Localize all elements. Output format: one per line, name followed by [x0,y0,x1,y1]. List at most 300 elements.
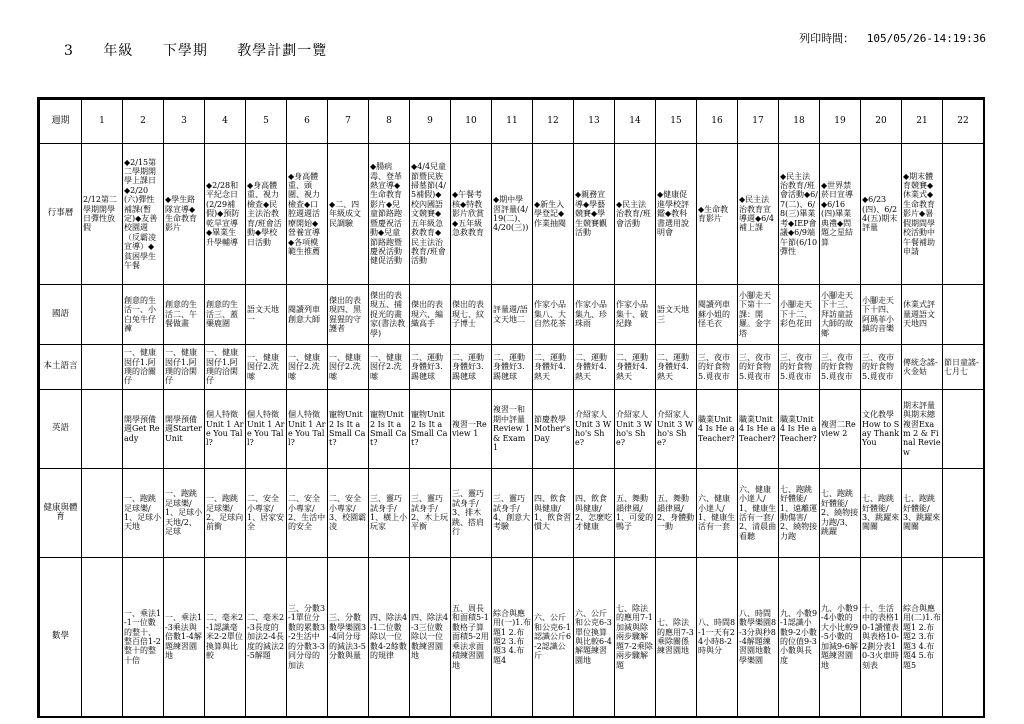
table-cell [902,558,943,717]
cell-text: 三、靈巧試身手/3、排木跳、搭肩行 [452,489,484,537]
table-cell [615,558,656,717]
table-row-event [40,144,984,285]
table-cell [410,345,451,390]
table-cell [820,390,861,469]
table-cell [205,390,246,469]
cell-text: 評量週/語文天地二 [493,305,528,324]
cell-text: 小腳走天下十三、拜訪童話大師的故鄉 [821,290,853,338]
cell-text: 三、夜市的好食物5.覓夜市 [698,352,730,381]
week-number: 17 [738,100,779,144]
cell-text: 三、分數3-1單位分數的累數3-2生活中的分數3-3同分母的加法 [288,604,326,670]
table-row-chinese [40,285,984,345]
cell-text: ◆6/23(四)、6/24(五)期末評量 [862,195,898,233]
cell-text: 語文天地三 [657,305,689,324]
cell-text: 二、運動身體好4.熱天 [616,352,648,381]
grade-unit: 年級 [103,43,134,59]
table-cell [164,285,205,345]
cell-text: 五、舞動韻律風/1、可愛的鴨子 [616,494,654,532]
page-header [64,40,351,60]
table-cell [533,469,574,558]
table-cell [123,345,164,390]
table-cell [82,469,123,558]
table-cell [779,285,820,345]
table-cell [246,558,287,717]
cell-text: 七、除法的應用7-3乘除關係練習園地 [657,618,694,656]
table-cell [533,345,574,390]
table-cell [410,558,451,717]
table-cell [779,345,820,390]
cell-text: ◆期中學習評量(4/19(二)、4/20(三)) [493,195,529,233]
table-cell [492,285,533,345]
table-cell [656,144,697,285]
table-cell [902,469,943,558]
table-cell [287,144,328,285]
cell-text: 作家小品集十、破紀錄 [616,300,648,329]
cell-text: 傑出的表現七、紋子博士 [452,300,484,329]
cell-text: 一、健康囡仔2.洗嗦 [329,352,361,381]
table-cell [861,558,902,717]
table-cell [164,144,205,285]
cell-text: ◆午餐考核◆特教影片欣賞◆五年級急救教育 [452,190,484,238]
table-cell [492,345,533,390]
table-cell [738,469,779,558]
table-cell [656,285,697,345]
table-row-health [40,469,984,558]
cell-text: ◆2/28和平紀念日(2/29補假)◆預防乾旱宣導◆畢業生升學輔導 [206,181,240,247]
table-row-math [40,558,984,717]
table-cell [246,144,287,285]
cell-text: 三、夜市的好食物5.覓夜市 [739,352,771,381]
week-header-row [40,100,984,144]
cell-text: 二、安全小專家/2、生活中的安全 [288,494,326,532]
table-cell [574,469,615,558]
row-label-health: 健康與體育 [40,469,82,558]
cell-text: 七、跑跳好體能/2、繞物接力跑/3、跳躍 [821,489,859,537]
table-cell [410,390,451,469]
cell-text: 複習一Review 1 [452,419,487,438]
table-cell [369,345,410,390]
cell-text: 傑出的表現六、編織高手 [411,300,443,329]
cell-text: 二、運動身體好3.踢毽球 [493,352,525,381]
cell-text: 二、運動身體好3.踢毽球 [452,352,484,381]
table-cell [246,345,287,390]
week-number: 6 [287,100,328,144]
table-cell [451,469,492,558]
cell-text: 六、公斤和公克6-1認識公斤6-2認識公斤 [534,613,572,661]
week-number: 18 [779,100,820,144]
table-cell [410,285,451,345]
week-number: 11 [492,100,533,144]
cell-text: 三、靈巧試身手/2、木上玩平衡 [411,494,449,532]
table-cell [943,345,984,390]
table-cell [164,469,205,558]
cell-text: ◆身高體重、視力檢查◆民主法治教育/班會活動◆學校日活動 [247,181,282,247]
cell-text: 三、分數數學樂園3-4同分母的減法3-5分數與量 [329,613,367,661]
table-cell [205,285,246,345]
table-cell [656,390,697,469]
table-cell [451,345,492,390]
cell-text: 一、健康囡仔1.阿璞的洽閑仔 [206,348,238,386]
table-cell [492,558,533,717]
cell-text: 期末評量與期末總複習Exam 2 & Final Review [903,400,941,457]
cell-text: ◆2/15第二學期開學上課日◆2/20(六)彈性補課(暫定)◆友善校園週（反霸凌宣導）◆貧困學生午餐 [124,157,158,271]
table-cell [328,390,369,469]
table-cell [574,144,615,285]
table-cell [246,390,287,469]
cell-text: 小腳走天下十四、阿瑪菲小鎮的音樂 [862,295,894,333]
table-cell [615,390,656,469]
week-label: 週期 [40,100,82,144]
cell-text: ◆生命教育影片 [698,204,729,223]
table-cell [369,390,410,469]
cell-text: 一、跑跳足球樂/1、足球小天地 [124,494,162,532]
week-number: 13 [574,100,615,144]
week-number: 9 [410,100,451,144]
cell-text: 個人特徵Unit 1 Are You Tall? [288,410,326,448]
table-cell [328,469,369,558]
cell-text: 一、乘法1-1一位數的整十、整百倍1-2整十的整十倍 [124,608,162,665]
row-label-event: 行事曆 [40,144,82,285]
table-cell [943,469,984,558]
cell-text: 二、毫米2-3長度的加法2-4長度的減法2-5解題 [247,613,285,661]
week-number: 21 [902,100,943,144]
week-number: 14 [615,100,656,144]
cell-text: ◆二、四年級成文民調驗 [329,199,361,228]
table-cell [861,469,902,558]
table-cell [82,558,123,717]
table-cell [779,144,820,285]
cell-text: 作家小品集九、珍珠雨 [575,300,607,329]
cell-text: 開學預備週Get Ready [124,414,160,443]
table-cell [738,144,779,285]
table-cell [697,390,738,469]
table-cell [697,558,738,717]
cell-text: 三、夜市的好食物5.覓夜市 [862,352,894,381]
table-cell [492,390,533,469]
cell-text: 閱讀列車創意大師 [288,305,320,324]
print-time-value: 105/05/26-14:19:36 [866,32,986,45]
table-cell [697,469,738,558]
table-cell [820,558,861,717]
table-cell [82,144,123,285]
week-number: 1 [82,100,123,144]
cell-text: 介紹家人Unit 3 Who's She? [575,410,612,448]
table-cell [205,469,246,558]
week-number: 20 [861,100,902,144]
cell-text: 二、運動身體好4.熱天 [534,352,566,381]
table-cell [369,285,410,345]
table-cell [123,285,164,345]
cell-text: 介紹家人Unit 3 Who's She? [616,410,653,448]
cell-text: 一、乘法1-3乘法與倍數1-4解題練習園地 [165,613,203,661]
table-cell [902,345,943,390]
table-cell [328,144,369,285]
cell-text: 職業Unit 4 Is He a Teacher? [698,414,738,443]
cell-text: 創意的生活二、午餐做畫 [165,300,197,329]
cell-text: 寵物Unit 2 Is It a Small Cat? [370,410,407,448]
table-cell [902,390,943,469]
cell-text: 節日童謠-七月七 [944,357,979,376]
cell-text: 三、靈巧試身手/1、橫上小玩家 [370,494,408,532]
cell-text: 一、健康囡仔2.洗嗦 [288,352,320,381]
week-number: 7 [328,100,369,144]
cell-text: 職業Unit 4 Is He a Teacher? [739,414,779,443]
week-number: 5 [246,100,287,144]
cell-text: 六、健康小達人/1、健康生活有一套/2、清晨曲看聽 [739,484,777,541]
table-cell [533,144,574,285]
cell-text: 四、飲食與健康/1、飲食習慣大 [534,494,572,532]
table-cell [287,558,328,717]
week-number: 8 [369,100,410,144]
cell-text: 二、運動身體好4.熱天 [657,352,689,381]
table-cell [902,144,943,285]
table-cell [246,469,287,558]
table-cell [943,285,984,345]
cell-text: ◆民主法治教育宣導週◆6/4補上課 [739,195,775,233]
table-cell [943,390,984,469]
table-cell [410,144,451,285]
cell-text: 二、安全小專家/3、校園霸凌 [329,494,367,532]
cell-text: 傳統念謠-火金姑 [903,357,938,376]
table-cell [533,558,574,717]
cell-text: 語文天地一 [247,305,279,324]
cell-text: 職業Unit 4 Is He a Teacher? [780,414,820,443]
table-cell [738,345,779,390]
table-cell [820,345,861,390]
cell-text: 綜合與應用(二)1.布題1 2.布題2 3.布題3 4.布題4 5.布題5 [903,604,941,670]
cell-text: 文化教學How to Say Thank You [862,410,902,448]
cell-text: 四、飲食與健康/2、怎麼吃才健康 [575,494,613,532]
table-cell [615,285,656,345]
table-cell [246,285,287,345]
cell-text: 複習一和期中評量Review 1 & Exam 1 [493,405,533,453]
cell-text: ◆新生入學登記◆作業抽閱 [534,199,566,228]
table-cell [902,285,943,345]
table-cell [779,390,820,469]
cell-text: 小腳走天下第十一課：開羅。金字塔 [739,290,771,338]
table-cell [328,285,369,345]
week-number: 22 [943,100,984,144]
print-time-info [793,30,986,46]
table-cell [369,469,410,558]
table-cell [656,345,697,390]
table-cell [574,345,615,390]
table-cell [164,390,205,469]
cell-text: 七、除法的應用7-1加減與除兩步驟解題7-2乘除兩步驟解題 [616,604,653,670]
cell-text: 八、時間8-1一天有24小時8-2時與分 [698,618,736,656]
table-cell [574,390,615,469]
cell-text: 創意的生活三、蓋藥鹿圍 [206,300,238,329]
cell-text: ◆身高體重、頭圍、視力檢查◆口腔週週活療開始◆營養宣導◆各項模範生推薦 [288,171,320,256]
cell-text: ◆親務宣導◆學藝競賽◆學生競賽觀活動 [575,190,607,238]
page-title: 教學計劃一覽 [237,43,328,59]
cell-text: 介紹家人Unit 3 Who's She? [657,410,694,448]
table-cell [328,345,369,390]
cell-text: 寵物Unit 2 Is It a Small Cat? [411,410,448,448]
row-label-english: 英語 [40,390,82,469]
cell-text: 三、夜市的好食物5.覓夜市 [821,352,853,381]
cell-text: 節慶教學Mother's Day [534,414,573,443]
week-number: 12 [533,100,574,144]
table-cell [656,558,697,717]
cell-text: ◆健康促進學校評鑑◆教科書選用說明會 [657,190,689,238]
cell-text: 傑出的表現五、捕捉光的畫家(書法教學) [370,290,406,338]
cell-text: 一、健康囡仔1.阿璞的洽閑仔 [165,348,197,386]
week-number: 2 [123,100,164,144]
table-cell [656,469,697,558]
table-cell [287,390,328,469]
table-cell [123,144,164,285]
table-cell [164,345,205,390]
table-cell [123,390,164,469]
table-row-english [40,390,984,469]
cell-text: 九、小數9-1認識小數9-2小數的位值9-3小數與長度 [780,608,818,665]
teaching-plan-table [39,99,984,717]
cell-text: 創意的生活一、小白兔牛仔褲 [124,295,156,333]
cell-text: 2/12第二學期開學日彈性放假 [83,195,117,233]
table-cell [205,144,246,285]
table-cell [287,345,328,390]
table-cell [164,558,205,717]
table-cell [369,144,410,285]
table-cell [82,390,123,469]
cell-text: 一、跑跳足球樂/2、足球向前衝 [206,494,244,532]
cell-text: 休業式評量週語文天地四 [903,300,935,329]
table-cell [451,558,492,717]
table-cell [574,285,615,345]
cell-text: 綜合與應用(一)1.布題1 2.布題2 3.布題3 4.布題4 [493,608,531,665]
table-cell [615,345,656,390]
cell-text: 七、跑跳好體能/1、遠離運動傷害/2、繞物接力跑 [780,484,818,541]
cell-text: 八、時間數學樂園8-3分與秒8-4解題練習園地數學樂園 [739,608,777,665]
table-cell [820,469,861,558]
cell-text: 一、健康囡仔1.阿璞的洽關仔 [124,348,156,386]
table-cell [123,469,164,558]
cell-text: ◆4/4兒童節暨民族掃墓節(4/5補假)◆校內國語文競賽◆五年級急救教育◆民主法治教育/班會活動 [411,162,447,266]
table-row-local [40,345,984,390]
cell-text: 五、周長和面積5-1數格子算面積5-2用乘法求面積練習園地 [452,604,489,670]
cell-text: ◆腸病毒、登革熱宣導◆生命教育影片◆兒童節路跑暨慶祝活動◆兒童節路跑暨慶祝活動健促活動 [370,162,402,266]
table-cell [738,558,779,717]
cell-text: 五、舞動韻律風/2、身體動一動 [657,494,695,532]
table-cell [861,144,902,285]
cell-text: 三、靈巧試身手/4、創意大考驗 [493,494,531,532]
table-cell [615,144,656,285]
cell-text: 一、跑跳足球樂/1、足球小天地/2、足球 [165,489,203,537]
table-cell [123,558,164,717]
table-cell [492,469,533,558]
table-cell [82,285,123,345]
table-cell [533,285,574,345]
cell-text: 七、跑跳好體能/3、跳躍來闖關 [903,494,941,532]
table-cell [328,558,369,717]
cell-text: 二、運動身體好3.踢毽球 [411,352,443,381]
cell-text: 個人特徵Unit 1 Are You Tall? [206,410,244,448]
table-cell [820,144,861,285]
cell-text: 小腳走天下十二、彩色花田 [780,300,812,329]
week-number: 10 [451,100,492,144]
table-cell [451,390,492,469]
cell-text: 四、除法4-3三位數除以一位數練習園地 [411,613,449,661]
table-cell [574,558,615,717]
cell-text: 閱讀列車蘇小姐的怪毛衣 [698,300,730,329]
table-cell [738,285,779,345]
cell-text: 四、除法4-1二位數除以一位數4-2餘數的規律 [370,613,408,661]
table-cell [287,469,328,558]
week-number: 16 [697,100,738,144]
cell-text: 二、運動身體好4.熱天 [575,352,607,381]
cell-text: ◆世界禁菸日宣導◆6/16(四)畢業典禮◆問題之星結算 [821,181,853,247]
week-number: 4 [205,100,246,144]
table-cell [205,345,246,390]
cell-text: 三、夜市的好食物5.覓夜市 [780,352,812,381]
cell-text: 開學預備週Starter Unit [165,414,205,443]
semester: 下學期 [162,43,208,59]
table-cell [205,558,246,717]
print-time-label: 列印時間： [799,32,855,45]
week-number: 15 [656,100,697,144]
table-cell [697,285,738,345]
cell-text: 十、生活中的表格10-1讀懂表與表格10-2劃分表10-3火車時刻表 [862,604,900,670]
table-cell [410,469,451,558]
cell-text: 寵物Unit 2 Is It a Small Cat? [329,410,366,448]
table-cell [492,144,533,285]
table-cell [697,144,738,285]
table-cell [451,144,492,285]
table-cell [779,469,820,558]
cell-text: 二、安全小專家/1、居家安全 [247,494,285,532]
cell-text: 一、健康囡仔2.洗嗦 [247,352,279,381]
table-cell [697,345,738,390]
table-cell [615,469,656,558]
cell-text: 一、健康囡仔2.洗嗦 [370,352,402,381]
cell-text: 二、毫米2-1認識毫米2-2單位換算與比較 [206,613,244,661]
cell-text: 六、健康小達人/1、健康生活有一套 [698,494,736,532]
cell-text: 個人特徵Unit 1 Are You Tall? [247,410,285,448]
table-cell [820,285,861,345]
teaching-plan-table-frame [37,97,985,718]
table-cell [287,285,328,345]
cell-text: ◆民主法治教育/班會活動◆6/7(二)、6/8(三)畢業考◆IEP會議◆6/9端午節(6/10彈性 [780,171,818,256]
cell-text: 六、公斤和公克6-3單位換算與比較6-4解題練習園地 [575,608,612,665]
cell-text: ◆民主法治教育/班會活動 [616,199,651,228]
cell-text: ◆學生路隊宣導◆生命教育影片 [165,195,197,233]
cell-text: ◆期末體育競賽◆休業式◆生命教育影片◆暑假期間學校活動中午餐補助申請 [903,171,935,256]
table-cell [861,390,902,469]
row-label-math: 數學 [40,558,82,717]
table-cell [943,558,984,717]
cell-text: 七、跑跳好體能/3、跳躍來闖關 [862,494,900,532]
week-number: 19 [820,100,861,144]
table-cell [451,285,492,345]
cell-text: 複習二Review 2 [821,419,856,438]
table-cell [82,345,123,390]
cell-text: 傑出的表現四、黑猩猩的守護者 [329,295,361,333]
table-cell [943,144,984,285]
table-cell [861,285,902,345]
row-label-chinese: 國語 [40,285,82,345]
table-cell [369,558,410,717]
table-cell [779,558,820,717]
table-cell [861,345,902,390]
cell-text: 九、小數9-4小數的大小比較9-5小數的加減9-6解題練習園地 [821,604,859,670]
row-label-local: 本土語言 [40,345,82,390]
cell-text: 作家小品集八、大自然花茶 [534,300,566,329]
grade-number: 3 [64,43,74,59]
table-cell [533,390,574,469]
week-number: 3 [164,100,205,144]
table-cell [738,390,779,469]
